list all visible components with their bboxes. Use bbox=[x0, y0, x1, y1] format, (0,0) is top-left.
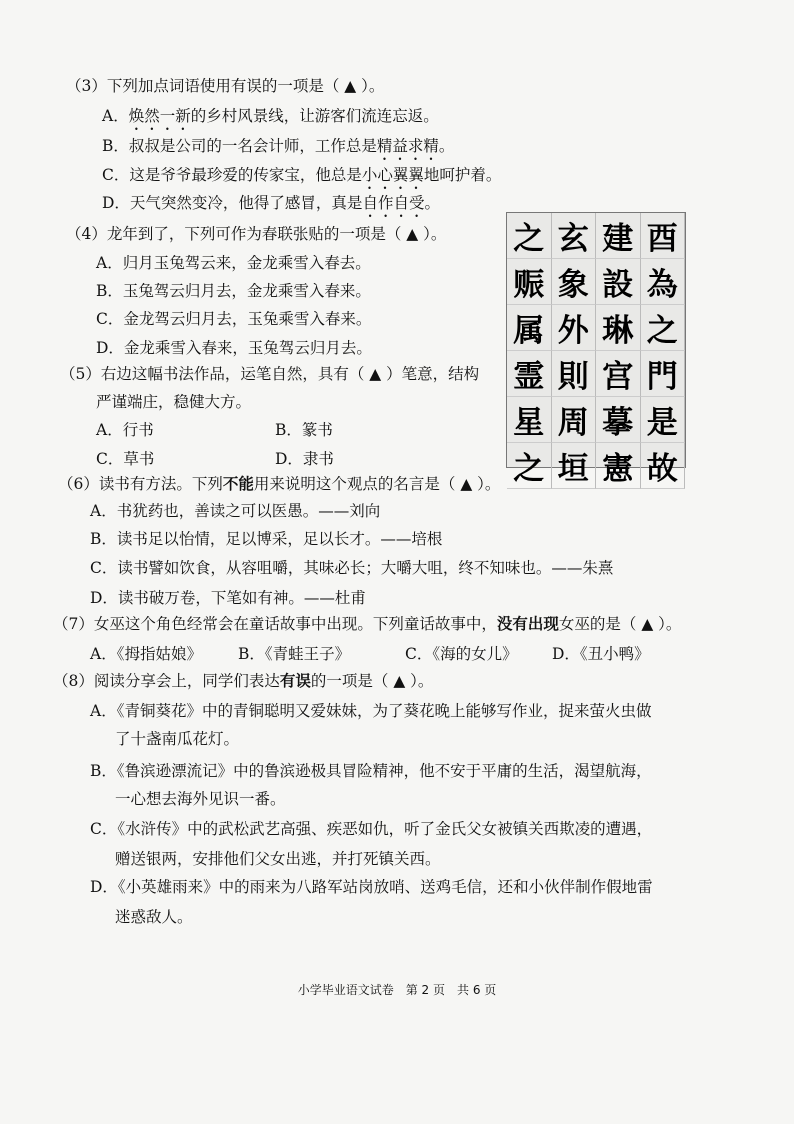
calligraphy-char: 設 bbox=[596, 259, 641, 305]
q8-option-d-line2: 迷惑敌人。 bbox=[115, 908, 193, 926]
q6-option-d: D．读书破万卷，下笔如有神。——杜甫 bbox=[90, 589, 366, 607]
q8-option-a-line2: 了十盏南瓜花灯。 bbox=[115, 730, 240, 748]
calligraphy-char: 酉 bbox=[641, 213, 686, 259]
calligraphy-char: 星 bbox=[507, 397, 552, 443]
calligraphy-char: 摹 bbox=[596, 397, 641, 443]
calligraphy-char: 為 bbox=[641, 259, 686, 305]
q5-option-d: D．隶书 bbox=[275, 450, 334, 468]
q7-option-b: B．《青蛙王子》 bbox=[238, 645, 351, 663]
q3-option-c: C．这是爷爷最珍爱的传家宝，他总是小心翼翼地呵护着。 bbox=[102, 166, 502, 184]
page-footer: 小学毕业语文试卷 第 2 页 共 6 页 bbox=[297, 983, 497, 997]
q7-option-a: A．《拇指姑娘》 bbox=[90, 645, 202, 663]
q5-option-a: A．行书 bbox=[96, 421, 154, 439]
q5-option-b: B．篆书 bbox=[275, 421, 333, 439]
calligraphy-char: 之 bbox=[507, 213, 552, 259]
q5-stem-line1: （5）右边这幅书法作品，运笔自然，具有（ ▲ ）笔意，结构 bbox=[60, 365, 480, 383]
calligraphy-char: 垣 bbox=[552, 443, 597, 489]
q8-option-b-line2: 一心想去海外见识一番。 bbox=[115, 790, 286, 808]
q6-option-a: A．书犹药也，善读之可以医愚。——刘向 bbox=[90, 502, 381, 520]
calligraphy-char: 門 bbox=[641, 351, 686, 397]
calligraphy-char: 象 bbox=[552, 259, 597, 305]
q8-stem: （8）阅读分享会上，同学们表达有误的一项是（ ▲ ）。 bbox=[53, 671, 434, 690]
q3-stem: （3）下列加点词语使用有误的一项是（ ▲ ）。 bbox=[66, 77, 385, 95]
q4-stem: （4）龙年到了，下列可作为春联张贴的一项是（ ▲ ）。 bbox=[66, 225, 447, 243]
calligraphy-char: 建 bbox=[596, 213, 641, 259]
q5-option-c: C．草书 bbox=[96, 450, 155, 468]
q6-option-b: B．读书足以怡情，足以博采，足以长才。——培根 bbox=[90, 530, 443, 548]
q5-stem-line2: 严谨端庄，稳健大方。 bbox=[96, 393, 252, 411]
calligraphy-char: 玄 bbox=[552, 213, 597, 259]
q4-option-a: A．归月玉兔驾云来，金龙乘雪入春去。 bbox=[96, 254, 371, 272]
q3-option-a: A．焕然一新的乡村风景线，让游客们流连忘返。 bbox=[102, 107, 439, 125]
q8-option-c-line2: 赠送银两，安排他们父女出逃，并打死镇关西。 bbox=[115, 850, 441, 868]
q8-option-b-line1: B．《鲁滨逊漂流记》中的鲁滨逊极具冒险精神，他不安于平庸的生活，渴望航海， bbox=[90, 762, 652, 780]
calligraphy-char: 琳 bbox=[596, 305, 641, 351]
q7-option-c: C．《海的女儿》 bbox=[405, 645, 518, 663]
q4-option-d: D．金龙乘雪入春来，玉兔驾云归月去。 bbox=[96, 339, 372, 357]
calligraphy-char: 宫 bbox=[596, 351, 641, 397]
calligraphy-image bbox=[506, 212, 686, 487]
calligraphy-char: 赈 bbox=[507, 259, 552, 305]
q6-stem: （6）读书有方法。下列不能用来说明这个观点的名言是（ ▲ ）。 bbox=[58, 474, 501, 493]
q3-option-d: D．天气突然变冷，他得了感冒，真是自作自受。 bbox=[102, 194, 440, 212]
q8-option-a-line1: A．《青铜葵花》中的青铜聪明又爱妹妹，为了葵花晚上能够写作业，捉来萤火虫做 bbox=[90, 702, 652, 720]
q8-option-d-line1: D．《小英雄雨来》中的雨来为八路军站岗放哨、送鸡毛信，还和小伙伴制作假地雷 bbox=[90, 878, 653, 896]
calligraphy-char: 之 bbox=[507, 443, 552, 489]
q6-option-c: C．读书譬如饮食，从容咀嚼，其味必长；大嚼大咀，终不知味也。——朱熹 bbox=[90, 559, 614, 577]
q7-stem: （7）女巫这个角色经常会在童话故事中出现。下列童话故事中，没有出现女巫的是（ ▲ ）。 bbox=[53, 614, 682, 633]
calligraphy-char: 霊 bbox=[507, 351, 552, 397]
calligraphy-char: 属 bbox=[507, 305, 552, 351]
calligraphy-char: 之 bbox=[641, 305, 686, 351]
q8-option-c-line1: C．《水浒传》中的武松武艺高强、疾恶如仇，听了金氏父女被镇关西欺凌的遭遇， bbox=[90, 820, 653, 838]
calligraphy-char: 周 bbox=[552, 397, 597, 443]
calligraphy-char: 是 bbox=[641, 397, 686, 443]
calligraphy-char: 則 bbox=[552, 351, 597, 397]
calligraphy-char: 故 bbox=[641, 443, 686, 489]
calligraphy-char: 外 bbox=[552, 305, 597, 351]
q4-option-c: C．金龙驾云归月去，玉兔乘雪入春来。 bbox=[96, 310, 372, 328]
calligraphy-char: 憲 bbox=[596, 443, 641, 489]
q3-option-b: B．叔叔是公司的一名会计师，工作总是精益求精。 bbox=[102, 137, 455, 155]
q7-option-d: D．《丑小鸭》 bbox=[552, 645, 650, 663]
q4-option-b: B．玉兔驾云归月去，金龙乘雪入春来。 bbox=[96, 282, 371, 300]
